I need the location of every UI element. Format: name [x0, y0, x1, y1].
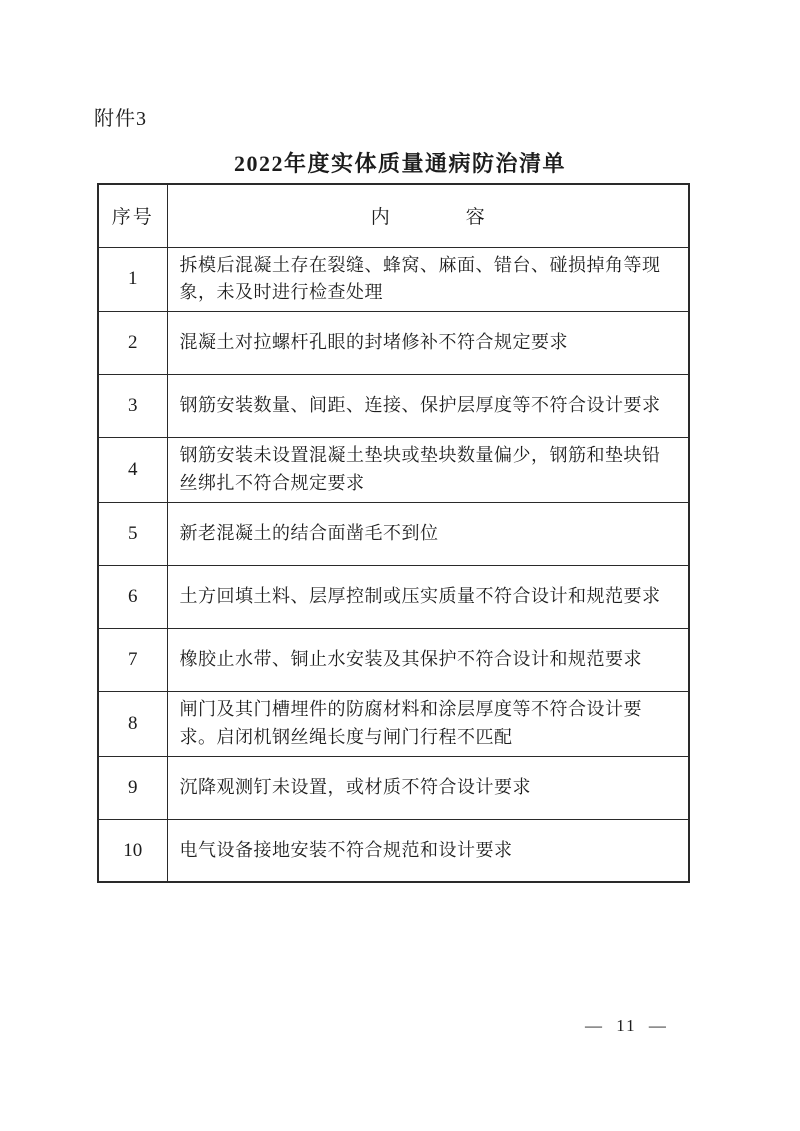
row-content: 钢筋安装未设置混凝土垫块或垫块数量偏少，钢筋和垫块铅丝绑扎不符合规定要求 [167, 438, 689, 503]
page-number: — 11 — [585, 1016, 668, 1035]
table-header-row [98, 184, 689, 247]
column-header-index: 序号 [98, 184, 167, 247]
page-title: 2022年度实体质量通病防治清单 [233, 151, 566, 176]
row-index: 3 [98, 375, 167, 438]
row-index: 10 [98, 819, 167, 882]
row-index: 2 [98, 312, 167, 375]
attachment-label: 附件3 [94, 108, 147, 130]
table-row [98, 438, 689, 503]
table-row [98, 756, 689, 819]
column-header-content: 内 容 [167, 184, 689, 247]
row-index: 4 [98, 438, 167, 503]
table-row [98, 503, 689, 566]
row-content: 新老混凝土的结合面凿毛不到位 [167, 503, 689, 566]
row-content: 土方回填土料、层厚控制或压实质量不符合设计和规范要求 [167, 566, 689, 629]
row-index: 5 [98, 503, 167, 566]
table-row [98, 566, 689, 629]
row-index: 8 [98, 692, 167, 757]
row-content: 钢筋安装数量、间距、连接、保护层厚度等不符合设计要求 [167, 375, 689, 438]
table-row [98, 629, 689, 692]
table-row [98, 312, 689, 375]
row-index: 7 [98, 629, 167, 692]
defect-table [97, 183, 690, 883]
row-index: 6 [98, 566, 167, 629]
row-content: 电气设备接地安装不符合规范和设计要求 [167, 819, 689, 882]
row-content: 混凝土对拉螺杆孔眼的封堵修补不符合规定要求 [167, 312, 689, 375]
table-row [98, 247, 689, 312]
row-content: 拆模后混凝土存在裂缝、蜂窝、麻面、错台、碰损掉角等现象，未及时进行检查处理 [167, 247, 689, 312]
row-content: 橡胶止水带、铜止水安装及其保护不符合设计和规范要求 [167, 629, 689, 692]
table-row [98, 692, 689, 757]
row-content: 沉降观测钉未设置，或材质不符合设计要求 [167, 756, 689, 819]
table-row [98, 819, 689, 882]
table-row [98, 375, 689, 438]
row-index: 1 [98, 247, 167, 312]
row-index: 9 [98, 756, 167, 819]
row-content: 闸门及其门槽埋件的防腐材料和涂层厚度等不符合设计要求。启闭机钢丝绳长度与闸门行程不匹配 [167, 692, 689, 757]
